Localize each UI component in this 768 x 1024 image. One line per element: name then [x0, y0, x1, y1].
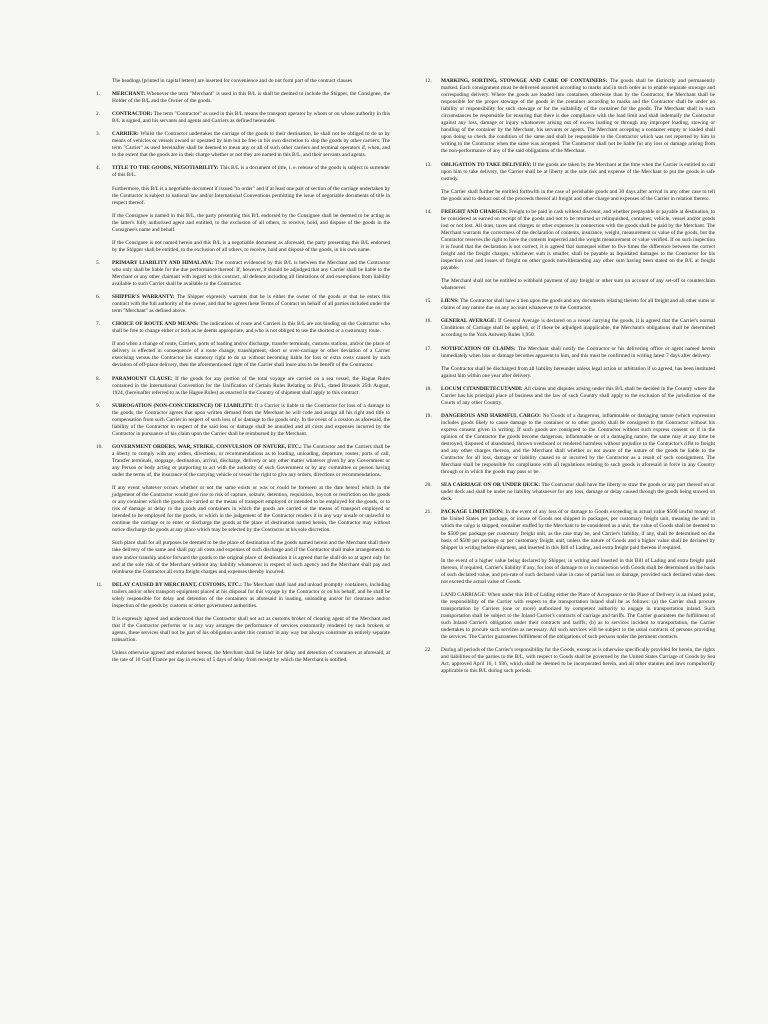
clause-text: The Merchant shall not be entitled to withhold payment of any freight or other sum on account of any set-off or counterclaim whatsoever. [441, 278, 715, 292]
clause-number: 17. [425, 345, 432, 352]
clause-text: It is expressly agreed and understood that the Contractor shall not act as customs broker of clearing agent of the Merchant and that if the Contractor performs or in any way arranges the performance of services customarily rendered by such brokers or agents, these services shall not be part of his obligation under this contract in any way but always constitute an entirely separate transaction. [112, 615, 390, 643]
clause-text: If General Average is declared on a vessel carrying the goods, it is agreed that the Carrier's normal Conditions of Carriage shall be applied, or if these be adjudged inapplicable, the Merchant's obligations shall be determined according to the York Antwerp Rules 1,950. [441, 318, 716, 339]
clause-text: The contract evidenced by this B/L is between the Merchant and the Contractor who only shall be liable for the due performance thereof. If, however, it should be adjudged that any Carrier shall be liable to the Merchant or any other claimant with regard to this contract, all defence including all limitations of and exemptions from liability available to such Carrier shall be available to the Contractor. [112, 259, 390, 288]
clause-paragraph [112, 582, 390, 610]
clause-heading: CONTRACTOR: [112, 111, 153, 118]
clause-paragraph [441, 509, 715, 551]
clause [425, 78, 715, 156]
clause-text: The Contractor shall have a lien upon the goods and any documents relating thereto for all freight and all other sums or claims of any nature due on any account whatsoever to the Contractor. [441, 298, 715, 312]
clause [96, 165, 390, 253]
clause-number: 8. [96, 375, 101, 382]
clause-heading: PRIMARY LIABILITY AND HIMALAYA: [112, 259, 214, 266]
clause-paragraph [112, 131, 390, 159]
clause-paragraph [441, 278, 715, 292]
right-clause-list [425, 78, 715, 675]
clause-number: 10. [96, 443, 103, 450]
clause-paragraph [441, 592, 715, 641]
clause-paragraph [112, 616, 390, 644]
clause-paragraph [441, 162, 715, 183]
clause-heading: SHIPPER'S WARRANTY: [112, 294, 175, 301]
clause-text: Such place shall for all purposes be deemed to be the place of destination of the goods named herein and the Merchant shall there take delivery of the same and shall pay all costs and expenses of such discharge and if the Contractor shall make arrangements to store and/or tranship and/or forward the goods to the original place of destination it is agreed that he shall do so at agent only for and at the sole risk of the Merchant without any liability whatsoever in respect of such agency and the Merchant shall pay and reimburse the Contractor all extra freight charges and expenses thereby incurred. [112, 540, 390, 575]
clause-text: Whilst the Contractor undertakes the carriage of the goods to their destination, he shall not be obliged to do so by means of vehicles or vessels owned or operated by him but be free in his own discretion to ship the goods by other carriers. The term "Carrier" as used hereinafter shall be deemed to mean any or all of such other carriers and terminal operators if, when, and to the extent that the goods are in their charge whether or not they are named in this B/L, and their servants and agents. [112, 131, 390, 159]
clause-heading: MARKING, SORTING, STOWAGE AND CARE OF CONTAINERS: [441, 78, 608, 84]
clause-number: 13. [425, 161, 432, 168]
clause-text: Whenever the term "Merchant" is used in this B/L is shall be deemed to include the Shipper, the Consignee, the Holder of the B/L and the Owner of the goods. [112, 91, 390, 105]
clause-heading: FREIGHT AND CHARGES: [441, 208, 508, 215]
clause-text: The indications of route and Carriers in this B/L are not binding on the Contractor who shall be free to change either or both as he deems appropriate, and who is not obliged to use the shortest or a customary route. [112, 321, 390, 335]
clause-number: 14. [425, 208, 432, 215]
clause-paragraph [112, 321, 390, 335]
clause-paragraph [441, 78, 715, 156]
clause-text: If the goods are taken by the Merchant at the time when the Carrier is entitled to call upon him to take delivery, the Carrier shall be at liberty at the sole risk and expense of the Merchant to put the goods in safe custody. [441, 161, 715, 182]
clause [96, 403, 390, 438]
clause-paragraph [441, 318, 715, 339]
clause-paragraph [441, 647, 715, 675]
clause-text: The Contractor and the Carriers shall be a liberty to comply with any orders, directions, or recommendations as to loading, unloading, departure, routes, ports of call, Transfer terminals, stoppage, destination, arrival, discharge, delivery or any other matter whatever given by any Government or any Person or body acting or purporting to act with the authority of such Government or by any committee or person having under the terms of, the insurance of the carrying vehicle or vessel the right to give any orders, directions or recommendations. [112, 443, 390, 479]
clause [425, 318, 715, 339]
clause [425, 509, 715, 641]
clause-heading: NOTIFICATION OF CLAIMS: [441, 345, 516, 352]
clause-text: Unless otherwise agreed and endorsed hereon, the Merchant shall be liable for delay and detention of containers at aforesaid, at the rate of 10 Gulf France per day in excess of 5 days of delay from receipt by which the Merchant is notified. [112, 650, 390, 664]
clause-paragraph [112, 213, 390, 234]
clause-text: This B/L is a document of title, i. e. release of the goods is subject to surrender of this B/L. [112, 165, 390, 179]
clause [96, 444, 390, 576]
clause-heading: CHOICE OF ROUTE AND MEANS: [112, 321, 199, 328]
clause-number: 15. [425, 298, 432, 305]
clause-text: The Merchant shall load and unload promptly containers, including trailers and/or other transport equipment placed at his disposal for this voyage by the Contractor or on his behalf, and he shall be solely responsible for delay and detention of the containers as aforesaid in loading, unloading and/or for clearance and/or inspection of the goods by customs or other government authorities. [112, 581, 390, 609]
clause-text: If the Consignee is not named herein and this B/L is a negotiable document as aforesaid, the party presenting this B/L endorsed by the Shipper shall be entitled, to the exclusion of all others, to receive, hold and dispose of the goods, in his own name. [112, 239, 390, 253]
clause-paragraph [112, 186, 390, 207]
clause-heading: CARRIER: [112, 131, 139, 138]
clause-text: In the event of a higher value being declared by Shipper, in writing and inserted in this Bill of Lading and extra freight paid thereon, if required, Carrier's liability if any, for loss of damage to or in connection with Goods shall be determined on the basis of such declared value, and pro-rate of such declared value in case of partial loss or damage, provided such declared value does not exceed the actual value of Goods. [441, 557, 715, 585]
clause-heading: LOCUM CITANDIETECUTANDI: [441, 385, 523, 392]
clause-number: 21. [425, 509, 432, 516]
clause-text: The term "Contractor" as used in this B/L means the transport operator by whom or on whose authority in this B/L is signed, and his servants and agents and Carriers as defined hereunder. [112, 111, 390, 125]
clause-heading: GOVERNMENT ORDERS, WAR, STRIKE, CONVULSION OF NATURE, ETC.: [112, 443, 302, 450]
left-clause-list [96, 91, 390, 664]
clause-text: If the goods for any portion of the total voyage are carried on a sea vessel, the Hague Rules contained in the International Convention for the Unification of Certain Rules Relating to B's/L, dated Brussels 25th August, 1924, (hereinafter referred to as the Hague Rules) as enacted in the Country of shipment shall apply to this contract. [112, 375, 390, 396]
clause [96, 582, 390, 664]
clause-heading: LIENS: [441, 298, 459, 305]
clause [425, 386, 715, 407]
clause-paragraph [441, 366, 715, 380]
clause-number: 19. [425, 412, 432, 419]
clause [425, 346, 715, 380]
clause-paragraph [112, 650, 390, 664]
clause-heading: DANGEROUS AND HARMFUL CARGO: [441, 412, 541, 419]
clause-text: If and when a change of route, Carriers, ports of loading and/or discharge, transfer terminals, customs stations, and/or the place of delivery is effected in consequence of a route change, transhipment, short or over-carriage or other deviation of a Carrier exercising versus the Contractor his statutory right to do so without becoming liable for loss or extra costs caused by such deviation of off-place delivery, then the aforementioned right of the Carrier shall inure also to be benefit of the Contractor. [112, 341, 390, 369]
headings-note: The headings (printed in capital letters) are inserted for convenience and do not form part of the contract clauses [112, 78, 353, 84]
clause-text: LAND CARRIAGE: When under this Bill of Lading either the Place of Acceptance or the Place of Delivery is an inland point, the responsibility of the Carrier with respect to the transportation inland shall be as follows: (a) the Carrier shall procure transportation by Carriers (one or more) authorized by competent authority to engage in transportation inland. Such transportation shall be subject to the Inland Carrier's contracts of carriage and tariffs. The Carrier guarantees the fulfillment of such Inland Carrier's obligation under their contracts and tariffs; (b) as to services incident to transportation, the Carrier undertakes to procure such services as necessary. All such services will be subject to the usual contracts of persons providing the services. The Carrier guarantees fulfillment of the obligations of such persons under the pertinent contracts. [441, 591, 715, 641]
clause-heading: PARAMOUNT CLAUSE: [112, 375, 173, 382]
clause-paragraph [112, 260, 390, 288]
clause-heading: MERCHANT: [112, 91, 146, 98]
clause-paragraph [112, 540, 390, 575]
clause [96, 131, 390, 159]
clause-text: The Merchant shall notify the Contractor or his delivering office or agent named herein immediately when loss or damage becomes apparent to him, and this must be confirmed in writing latest 7 days after delivery. [441, 345, 715, 359]
clause-text: If a Carrier is liable to the Contractor for loss of a damage to the goods, the Contractor agrees that upon written demand from the Merchant he will code and assign all his right and title to compensation from such Carrier in respect of such loss of or damage to the goods only. In the event of a cession as aforesaid, the liability of the Contractor in respect of the said loss or damage shall be annulled and all costs and expenses incurred by the Contractor in pursuance of his claim upon the Carrier shall be reimbursed by the Merchant. [112, 402, 391, 437]
clause [96, 376, 390, 397]
clause-paragraph [441, 558, 715, 586]
clause-text: If the Consignee is named in this B/L, the party presenting this B/L endorsed by the Consignee shall be deemed to be acting as the latter's fully authorised agent and entitled, to the exclusion of all others, to receive, hold, and dispose of the goods in the Consignee's name and behalf. [112, 212, 390, 233]
clause-paragraph [441, 386, 715, 407]
clause-heading: TITLE TO THE GOODS, NEGOTIABILITY: [112, 165, 219, 172]
clause [425, 162, 715, 203]
clause-paragraph [112, 403, 390, 438]
clause-text: The Contractor shall have the liberty to stow the goods or any part thereof on or under deck and shall be under no liability whatsoever for any loss, damage or delay caused through the goods being stowed on deck. [441, 482, 715, 503]
clause-text: All claims and disputes arising under this B/L shall be decided in the Country where the Carrier has his principal place of business and the law of such Country shall apply to the exclusion of the jurisdiction of the Courts of any other Country. [441, 385, 715, 406]
clause-text: Freight to be paid in cash without discount, and whether prepayable or payable at destination, to be considered as earned on receipt of the goods and not to be returned or relinquished, container, vehicle, vessel and/or goods lost or not lost. All dues, taxes and charges or other expenses in connection with the goods shall be paid by the Merchant. The Merchant warrants the correctness of the declaration of contents, insurance, weight, measurement or value of the goods, but the Contractor reserves the right to have the contents inspected and the weight measurement or value verified. If on such inspection it is found that the declaration is not correct, it is agreed that sumequel either to five times the difference between the correct freight and the freight charges, whichever sum is smaller, shall be payable as liquidated damages to the Contractor for his inspection cost and losses of freight on other goods notwithstanding any other sum having been stated on the B/L at freight payable. [441, 208, 715, 272]
clause-paragraph [441, 209, 715, 272]
clause-number: 3. [96, 131, 101, 138]
clause-paragraph [441, 189, 715, 203]
clause [96, 91, 390, 105]
clause-number: 5. [96, 259, 101, 266]
clause-text: If any event whatever occurs whether or not the same exists or was or could be foreseen at the date hereof which in the judgement of the Contractor would give rise to risk of capture, seizure, detention, requisition, boycott or restriction on the goods or any container which the goods are carried or the means of transport employed or intended to be employed for the goods, or to risk of damage or delay to the goods and containers in which the goods are carried or the means of transport employed or intended to be employed for the goods, or which in the judgement of the Contractor renders it in any way unsafe or unlawful to continue the carriage or to enter or discharge the goods at the place of destination named herein, the Contractor may without notice discharge the goods at any place which may be selected by the Contractor at his sole discretion. [112, 485, 390, 534]
clause-heading: DELAY CAUSED BY MERCHANT, CUSTOMS, ETC.: [112, 581, 242, 588]
clause-paragraph [441, 298, 715, 312]
clause [425, 413, 715, 476]
clause-heading: PACKAGE LIMITATION: [441, 509, 504, 516]
clause-text: In the event of any loss of or damage to Goods exceeding in actual value $500 lawful money of the United States per package, or incase of Goods not shipped in packages, per customary freight unit, meaning the unit in which the cargo is shipped, container stuffed by the Merchant to be considered as a unit, the value of Goods shall be deemed to be $500 per package per customary freight unit, as the case may be, and Carrier's liability, if any, shall be determined on the basis of $500 per package or per customary freight unit, unless the nature of Goods and a higher value shall be declared by Shipper in writing before shipment, and inserted in this Bill of Lading, and extra freight paid thereon if required. [441, 509, 715, 551]
clause [425, 647, 715, 675]
clause-text: The Shipper expressly warrants that he is either the owner of the goods or that he enters this contract with the full authority of the owner, and that he agrees these Terms of Contract on behalf of all parties included under the term "Merchant" as defined above. [112, 294, 390, 315]
clause [425, 209, 715, 293]
clause-heading: SUBROGATION (NON-CONCURRENCE) OF LIABILITY: [112, 402, 254, 409]
clause [425, 298, 715, 312]
clause-paragraph [112, 376, 390, 397]
clause-paragraph [441, 482, 715, 503]
clause-number: 4. [96, 165, 101, 172]
clause-text: During all periods of the Carrier's responsibility for the Goods, except as is otherwise specifically provided for herein, the rights and liabilities of the parties to the B/L, with respect to Goods shall be governed by the United States Carriage of Goods by Sea Act, approved April 16, 1 936, which shall be deemed to be incorporated herein, and all other statutes and laws compulsorily applicable to this B/L during such periods. [441, 647, 715, 675]
left-column [96, 78, 390, 670]
clause-text: No Goods of a dangerous, inflammable or damaging nature (which expression includes goods likely to cause damage to the container or to other goods) shall be consigned to the Contractor without his express consent given in writing. If such goods are consigned to the Contractor without such express consent or if in the opinion of the Contractor the goods become dangerous, inflammable or of a damaging nature, the same may at any time be destroyed, disposed of abandoned, thrown overboard or rendered harmless without prejudice to the Contractor's rifht to freight and any other charges thereon, and the Merchant shall whether or not aware of the nature of the goods be liable to the Contractor for all loss, damage or liability caused to or incurred by the Contractor as a result of such consignment. The Merchant shall be responsible for compliance with all regulations relating to such goods is aforesaid in force in any Country through or in which the goods may pass or be. [441, 412, 716, 476]
clause-number: 9. [96, 402, 101, 409]
clause [96, 260, 390, 288]
clause-paragraph [112, 111, 390, 125]
clause-text: Furthermore, this B/L is a negotiable document if issued "to order" and if at least one part of section of the carriage undertaken by the Contractor is subject to national law and/or International Conventions permitting the issue of negotiable documents of title in respect thereof. [112, 185, 390, 206]
clause-paragraph [112, 341, 390, 369]
clause-number: 6. [96, 294, 101, 301]
clause-paragraph [112, 240, 390, 254]
clause [96, 294, 390, 315]
clause-number: 7. [96, 321, 101, 328]
right-column [425, 78, 715, 681]
clause [96, 111, 390, 125]
clause-heading: SEA CARRIAGE ON OR UNDER DECK: [441, 482, 541, 489]
clause-number: 20. [425, 482, 432, 489]
clause [96, 321, 390, 369]
clause-heading: OBLIGATION TO TAKE DELIVERY: [441, 161, 532, 168]
clause-heading: GENERAL AVERAGE: [441, 318, 497, 325]
clause-number: 22. [425, 647, 432, 654]
clause-paragraph [112, 444, 390, 479]
clause-paragraph [441, 413, 715, 476]
clause-text: The goods shall be distinctly and permanently marked. Each consignment must be delivered assorted according to marks and in such order as to enable separate stowage and correspoding delivery. Where the goods are loaded into containers otherwise than by the Contractor, the Merchant shall be responsible for the proper stowage of the goods in the container according to marks and the Contractor shall be under no liability or responsibility for such stowage or for the suitability of the container for the goods. The Merchant shall in such circumstances be responsible for ensuring that there is due compliance with the load limit and shall indemnify the Contractor against any loss, damage or injury whatsoever arising out of excess loading or through any improper loading, stowing or handling of the container by the Merchant, his servants or agents. The Merchant accepting a container empty or loaded shall upon doing so check the condition of the same and shall be responsible to the Contractor which was not reported by him in writing to the Contractor when the same was accepted. The Contractor shall not be liable for any loss or damage arising from the non-performance of any of the said obligations of the Merchant. [441, 78, 715, 155]
clause-number: 11. [96, 581, 103, 588]
clause-number: 2. [96, 111, 101, 118]
clause-number: 1. [96, 91, 101, 98]
clause-paragraph [112, 165, 390, 179]
clause-paragraph [112, 485, 390, 534]
clause-paragraph [441, 346, 715, 360]
clause-number: 16. [425, 318, 432, 325]
clause-paragraph [112, 91, 390, 105]
clause-text: The Contractor shall be discharged from all liability hereunder unless legal action or arbitration if so agreed, has been instituted against him within one year after delivery. [441, 365, 715, 379]
clause-paragraph [112, 294, 390, 315]
clause-text: The Carrier shall further be entitled forthwith in the case of perishable goods and 30 days after arrival in any other case to tell the goods and to deduct out of the proceeds thereof all freight and other charge and expenses of the Carrier in relation thereto. [441, 188, 715, 202]
clause-number: 18. [425, 385, 432, 392]
clause-number: 12. [425, 78, 432, 84]
clause [425, 482, 715, 503]
